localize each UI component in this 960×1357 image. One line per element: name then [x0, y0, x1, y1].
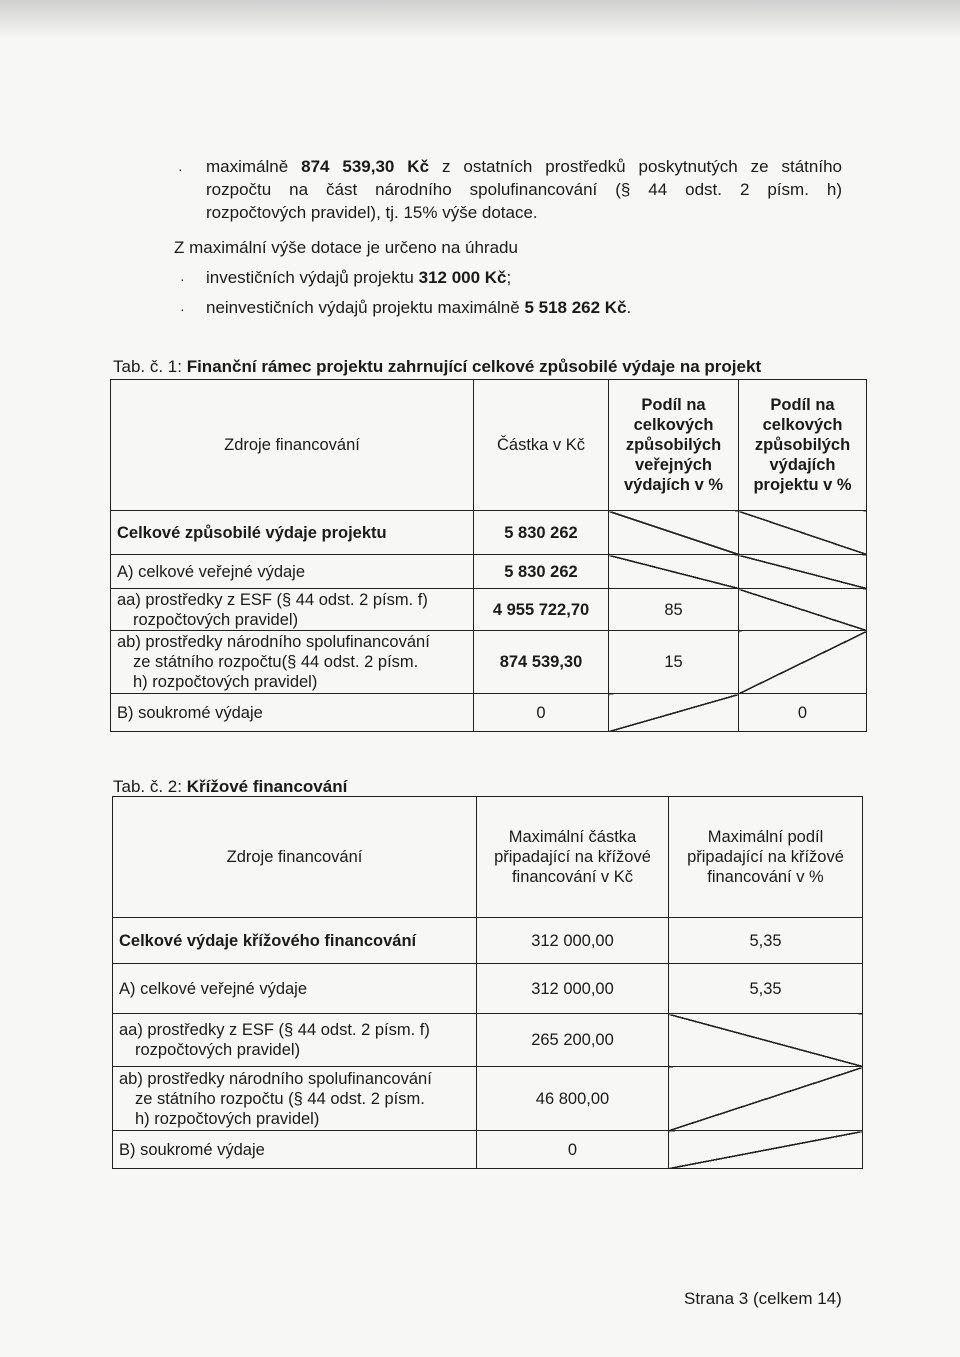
row-source: A) celkové veřejné výdaje [113, 964, 477, 1014]
row-share [669, 1067, 863, 1131]
table-row [113, 918, 863, 964]
row-share-total [739, 589, 867, 631]
row-share [669, 1131, 863, 1169]
row-share-total: 0 [739, 694, 867, 732]
col-header-share: Maximální podíl připadající na křížové financování v % [669, 797, 863, 918]
table-row [113, 1014, 863, 1067]
row-source [113, 1067, 477, 1131]
row-share-public: 15 [609, 631, 739, 694]
table-financial-framework [110, 379, 867, 732]
table1-caption [113, 356, 761, 378]
row-source-line: rozpočtových pravidel) [133, 610, 299, 629]
intro-line-1-suffix: z ostatních prostředků poskytnutých ze státního [429, 157, 842, 176]
table-header-row [113, 797, 863, 918]
row-source: B) soukromé výdaje [113, 1131, 477, 1169]
row-source [111, 631, 474, 694]
row-source: Celkové výdaje křížového financování [113, 918, 477, 964]
intro-line-3: rozpočtových pravidel), tj. 15% výše dotace. [206, 203, 538, 222]
row-amount: 874 539,30 [474, 631, 609, 694]
row-source-line: ze státního rozpočtu (§ 44 odst. 2 písm. [135, 1089, 425, 1108]
row-amount: 4 955 722,70 [474, 589, 609, 631]
row-share-total [739, 555, 867, 589]
col-header-source: Zdroje financování [111, 380, 474, 511]
row-source-line: h) rozpočtových pravidel) [133, 673, 318, 691]
row-source-line: rozpočtových pravidel) [135, 1041, 301, 1059]
col-header-amount: Částka v Kč [474, 380, 609, 511]
scan-shadow [0, 0, 960, 40]
table-row [111, 589, 867, 631]
table2-caption-title: Křížové financování [186, 777, 348, 796]
row-source-line: aa) prostředky z ESF (§ 44 odst. 2 písm. f) [117, 590, 428, 609]
table-row [111, 555, 867, 589]
intro-line-1 [206, 155, 842, 178]
row-source: A) celkové veřejné výdaje [111, 555, 474, 589]
col-header-share-total: Podíl na celkových způsobilých výdajích projektu v % [739, 380, 867, 511]
bullet-marker: · [180, 301, 185, 317]
table-row [113, 964, 863, 1014]
row-amount: 5 830 262 [474, 511, 609, 555]
col-header-source: Zdroje financování [113, 797, 477, 918]
allocation-item-noninvestment: neinvestičních výdajů projektu maximálně 5 518 262 Kč. [206, 298, 632, 317]
row-share-public: 85 [609, 589, 739, 631]
row-amount: 312 000,00 [477, 964, 669, 1014]
row-share-total [739, 631, 867, 694]
row-source-line: ab) prostředky národního spolufinancování [117, 633, 430, 651]
row-share-total [739, 511, 867, 555]
intro-bullet-text [206, 155, 842, 224]
table2-caption [113, 776, 347, 798]
row-amount: 312 000,00 [477, 918, 669, 964]
allocation-item-amount: 312 000 Kč [418, 268, 507, 287]
allocation-item-text: investičních výdajů projektu [206, 268, 419, 287]
row-source-line: h) rozpočtových pravidel) [135, 1109, 320, 1128]
row-share-public [609, 694, 739, 732]
allocation-intro: Z maximální výše dotace je určeno na úhradu [174, 238, 518, 257]
allocation-item-investment: investičních výdajů projektu 312 000 Kč; [206, 268, 512, 287]
row-amount: 5 830 262 [474, 555, 609, 589]
table-row [111, 511, 867, 555]
table-row [111, 694, 867, 732]
allocation-item-text: neinvestičních výdajů projektu maximálně [206, 298, 525, 317]
row-source: B) soukromé výdaje [111, 694, 474, 732]
row-share-public [609, 555, 739, 589]
row-amount: 0 [477, 1131, 669, 1169]
table1-caption-title: Finanční rámec projektu zahrnující celkové způsobilé výdaje na projekt [186, 357, 762, 376]
allocation-item-amount: 5 518 262 Kč [524, 298, 627, 317]
row-amount: 265 200,00 [477, 1014, 669, 1067]
intro-amount: 874 539,30 Kč [301, 157, 430, 176]
row-source: Celkové způsobilé výdaje projektu [111, 511, 474, 555]
col-header-share-public: Podíl na celkových způsobilých veřejných výdajích v % [609, 380, 739, 511]
row-share-public [609, 511, 739, 555]
bullet-marker: · [180, 271, 185, 287]
row-share [669, 1014, 863, 1067]
bullet-marker: · [178, 161, 183, 177]
table-row [113, 1067, 863, 1131]
intro-line-1-prefix: maximálně [206, 157, 302, 176]
intro-line-2: rozpočtu na část národního spolufinancování (§ 44 odst. 2 písm. h) [206, 180, 842, 199]
row-share: 5,35 [669, 918, 863, 964]
page-number: Strana 3 (celkem 14) [684, 1289, 842, 1308]
table2-caption-prefix: Tab. č. 2: [113, 777, 187, 796]
row-source-line: ze státního rozpočtu(§ 44 odst. 2 písm. [133, 653, 419, 671]
row-source [113, 1014, 477, 1067]
table-cross-financing [112, 796, 863, 1169]
col-header-amount: Maximální částka připadající na křížové financování v Kč [477, 797, 669, 918]
row-source-line: aa) prostředky z ESF (§ 44 odst. 2 písm. f) [119, 1021, 430, 1039]
table-header-row [111, 380, 867, 511]
row-share: 5,35 [669, 964, 863, 1014]
table1-caption-prefix: Tab. č. 1: [113, 357, 187, 376]
row-amount: 46 800,00 [477, 1067, 669, 1131]
table-row [111, 631, 867, 694]
row-source-line: ab) prostředky národního spolufinancování [119, 1069, 432, 1088]
row-amount: 0 [474, 694, 609, 732]
row-source [111, 589, 474, 631]
table-row [113, 1131, 863, 1169]
